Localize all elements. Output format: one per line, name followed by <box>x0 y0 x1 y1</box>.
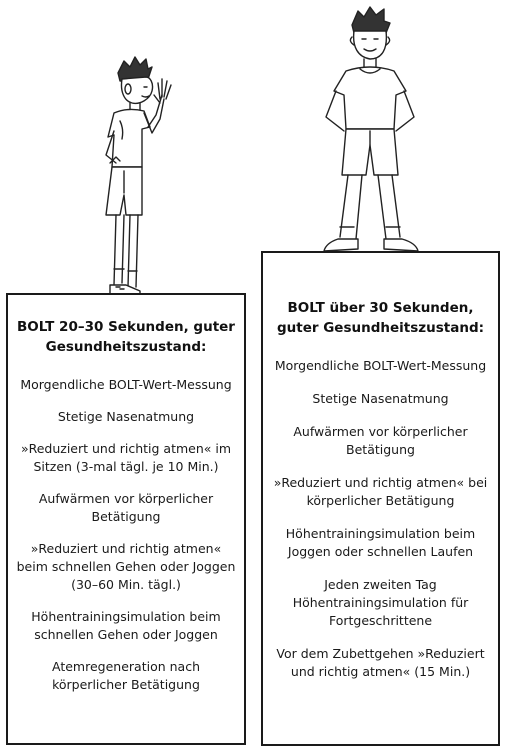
training-panel-bolt-over-30 <box>261 251 500 746</box>
list-item: Morgendliche BOLT-Wert-Messung <box>20 377 232 392</box>
list-item: Aufwärmen vor körperlicher Betätigung <box>38 491 214 524</box>
boy-standing-illustration <box>300 5 440 260</box>
list-item: Aufwärmen vor körperlicher Betätigung <box>293 424 468 457</box>
list-item: Stetige Nasenatmung <box>57 409 195 424</box>
boy-profile-illustration <box>80 55 190 305</box>
panel-title: BOLT über 30 Sekunden, guter Gesundheitszustand: <box>276 300 485 336</box>
list-item: Morgendliche BOLT-Wert-Messung <box>274 358 487 373</box>
list-item: Vor dem Zubettgehen »Reduziert und richtig atmen« (15 Min.) <box>276 646 485 679</box>
list-item: »Reduziert und richtig atmen« bei körperlicher Betätigung <box>273 475 488 508</box>
list-item: Jeden zweiten Tag Höhentrainingsimulation für Fortgeschrittene <box>292 577 469 628</box>
list-item: »Reduziert und richtig atmen« im Sitzen (3-mal tägl. je 10 Min.) <box>20 441 232 474</box>
training-panel-bolt-20-30 <box>6 293 246 745</box>
list-item: Höhentrainingsimulation beim schnellen Gehen oder Joggen <box>31 609 221 642</box>
list-item: »Reduziert und richtig atmen« beim schnellen Gehen oder Joggen (30–60 Min. tägl.) <box>16 541 236 592</box>
list-item: Höhentrainingsimulation beim Joggen oder schnellen Laufen <box>285 526 476 559</box>
list-item: Atemregeneration nach körperlicher Betätigung <box>52 659 200 692</box>
panel-title: BOLT 20–30 Sekunden, guter Gesundheitszustand: <box>17 319 235 355</box>
list-item: Stetige Nasenatmung <box>312 391 449 406</box>
